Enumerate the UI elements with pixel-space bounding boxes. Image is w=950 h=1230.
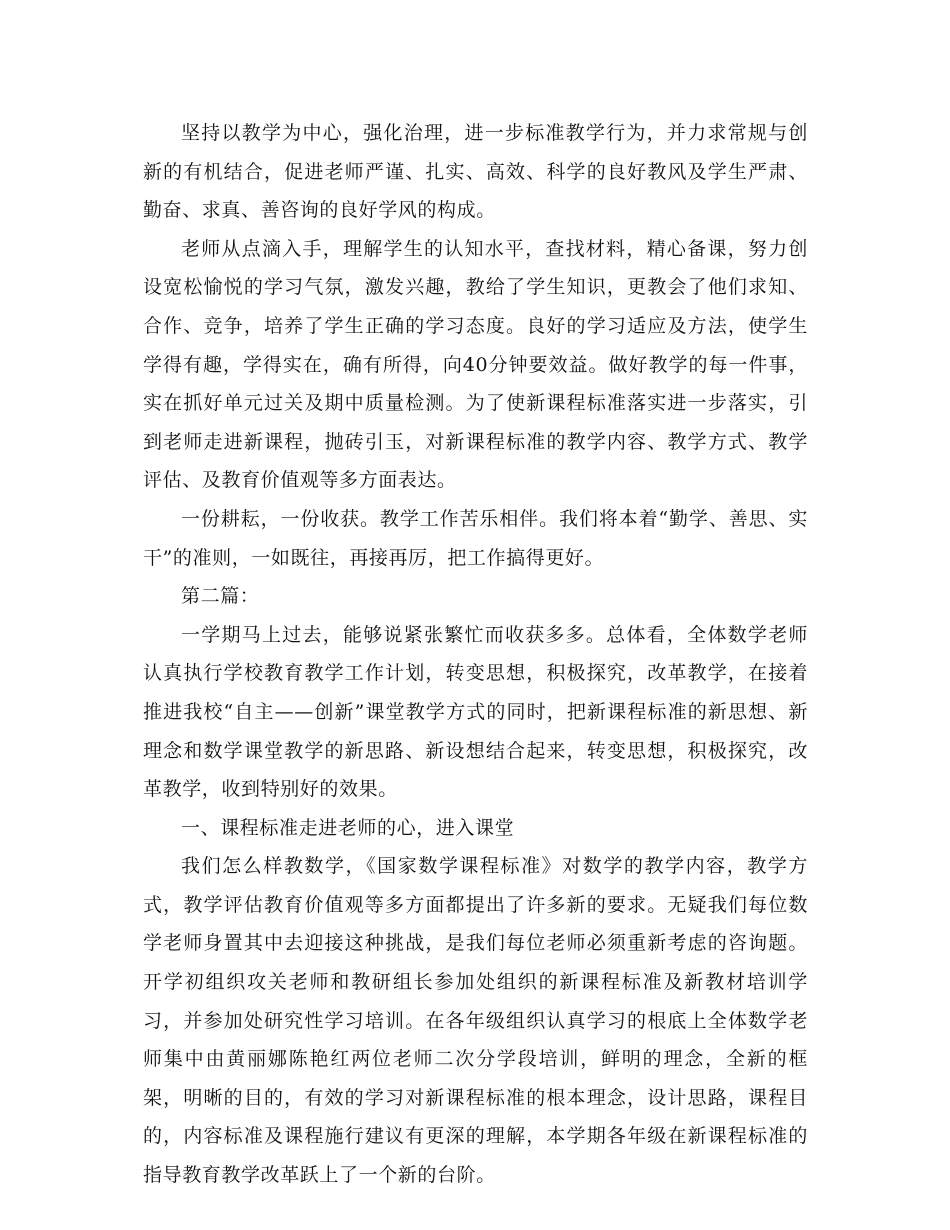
paragraph-5: 我们怎么样教数学，《国家数学课程标准》对数学的教学内容，教学方式，教学评估教育价值观等多方面都提出了许多新的要求。无疑我们每位数学老师身置其中去迎接这种挑战，是我们每位老师必须重新考虑的咨询题。开学初组织攻关老师和教研组长参加处组织的新课程标准及新教材培训学习，并参加处研究性学习培训。在各年级组织认真学习的根底上全体数学老师集中由黄丽娜陈艳红两位老师二次分学段培训，鲜明的理念，全新的框架，明晰的目的，有效的学习对新课程标准的根本理念，设计思路，课程目的，内容标准及课程施行建议有更深的理解，本学期各年级在新课程标准的指导教育教学改革跃上了一个新的台阶。	[143, 855, 808, 1187]
section-heading-part-two: 第二篇：	[181, 585, 260, 608]
paragraph-2: 老师从点滴入手，理解学生的认知水平，查找材料，精心备课，努力创设宽松愉悦的学习气氛，激发兴趣，教给了学生知识，更教会了他们求知、合作、竞争，培养了学生正确的学习态度。良好的学习适应及方法，使学生学得有趣，学得实在，确有所得，向40分钟要效益。做好教学的每一件事，实在抓好单元过关及期中质量检测。为了使新课程标准落实进一步落实，引到老师走进新课程，抛砖引玉，对新课程标准的教学内容、教学方式、教学评估、及教育价值观等多方面表达。	[143, 237, 808, 492]
section-heading-1: 一、课程标准走进老师的心，进入课堂	[181, 816, 515, 839]
paragraph-1: 坚持以教学为中心，强化治理，进一步标准教学行为，并力求常规与创新的有机结合，促进老师严谨、扎实、高效、科学的良好教风及学生严肃、勤奋、求真、善咨询的良好学风的构成。	[143, 122, 808, 222]
paragraph-3: 一份耕耘，一份收获。教学工作苦乐相伴。我们将本着“勤学、善思、实干”的准则，一如既往，再接再厉，把工作搞得更好。	[143, 507, 808, 569]
document-body	[143, 114, 808, 1195]
paragraph-4: 一学期马上过去，能够说紧张繁忙而收获多多。总体看，全体数学老师认真执行学校教育教学工作计划，转变思想，积极探究，改革教学，在接着推进我校“自主——创新”课堂教学方式的同时，把新课程标准的新思想、新理念和数学课堂教学的新思路、新设想结合起来，转变思想，积极探究，改革教学，收到特别好的效果。	[143, 623, 808, 801]
